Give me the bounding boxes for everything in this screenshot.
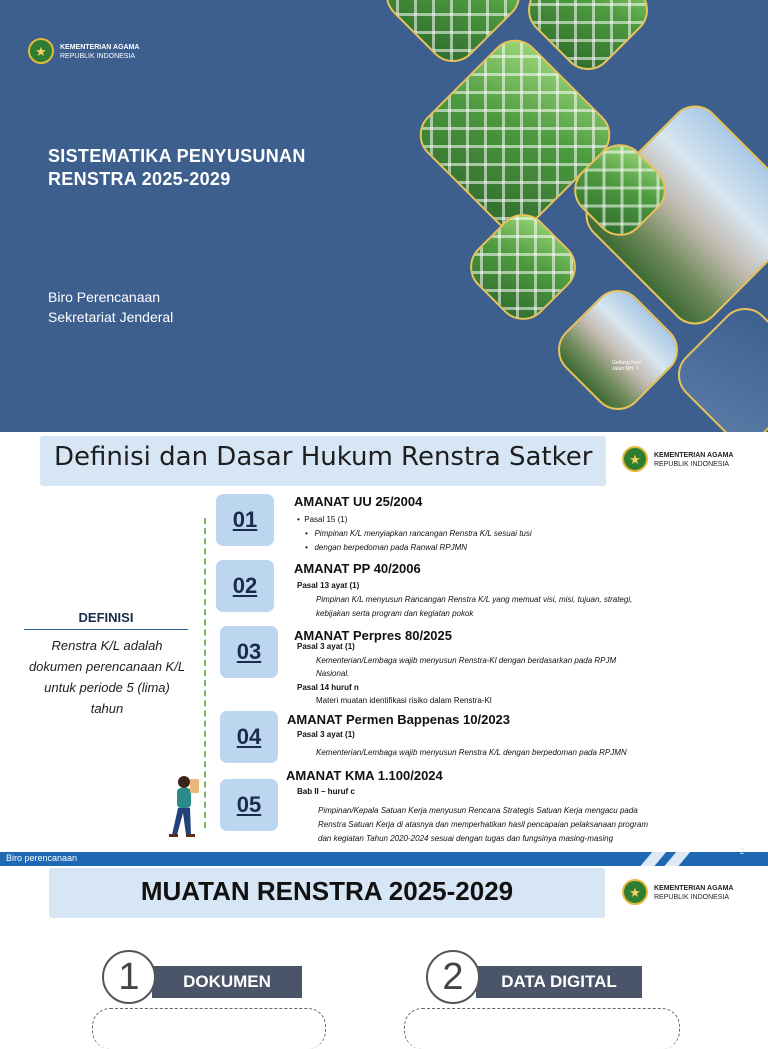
item-title-04: AMANAT Permen Bappenas 10/2023: [287, 712, 511, 727]
cover-title-line2: RENSTRA 2025-2029: [48, 169, 231, 189]
logo-line1: KEMENTERIAN AGAMA: [654, 885, 734, 892]
item-title-05: AMANAT KMA 1.100/2024: [286, 768, 443, 783]
item-02-line-2: Pimpinan K/L menyusun Rancangan Renstra K/L yang memuat visi, misi, tujuan, strategi,: [316, 595, 633, 604]
item-number-04: 04: [220, 711, 278, 763]
logo-line2: REPUBLIK INDONESIA: [654, 894, 730, 901]
item-title-03: AMANAT Perpres 80/2025: [294, 628, 452, 643]
person-holding-tablet-icon: [166, 773, 206, 839]
section-2-dashed-box: [404, 1008, 680, 1049]
item-number-02: 02: [216, 560, 274, 612]
kemenag-emblem-icon: ★: [622, 446, 648, 472]
kemenag-logo: [28, 38, 140, 64]
item-number-01: 01: [216, 494, 274, 546]
item-02-line-1: [297, 581, 359, 590]
definition-heading: DEFINISI: [78, 610, 134, 625]
logo-line1: KEMENTERIAN AGAMA: [60, 44, 140, 51]
cover-slide: [0, 0, 768, 432]
contents-slide: [0, 866, 768, 1024]
kemenag-emblem-icon: ★: [28, 38, 54, 64]
item-05-line-1: [297, 787, 355, 796]
legal-basis-slide: [0, 433, 768, 866]
item-05-line-3: Renstra Satuan Kerja di atasnya dan memperhatikan hasil pencapaian pelaksanaan program: [318, 820, 648, 829]
item-03-line-3: Nasional.: [316, 669, 350, 678]
logo-line2: REPUBLIK INDONESIA: [654, 461, 730, 468]
kemenag-logo: [622, 446, 734, 472]
slide-title-box: [49, 868, 605, 918]
item-01-line-3-text: dengan berpedoman pada Ranwal RPJMN: [314, 543, 468, 552]
section-label-2: DATA DIGITAL: [476, 966, 642, 998]
item-title-01: AMANAT UU 25/2004: [294, 494, 423, 509]
building-photo-tile: [459, 203, 586, 330]
item-02-line-3: kebijakan serta program dan kegiatan pokok: [316, 609, 474, 618]
cover-title-line1: SISTEMATIKA PENYUSUNAN: [48, 146, 306, 166]
item-number-03: 03: [220, 626, 278, 678]
cover-subtitle-line2: Sekretariat Jenderal: [48, 309, 174, 325]
section-label-1: DOKUMEN: [152, 966, 302, 998]
item-title-02: AMANAT PP 40/2006: [294, 561, 421, 576]
item-05-line-1-text: Bab II – huruf c: [297, 787, 355, 796]
cover-subtitle-line1: Biro Perencanaan: [48, 289, 161, 305]
cover-title: [48, 145, 306, 191]
slide-title: Definisi dan Dasar Hukum Renstra Satker: [54, 442, 593, 472]
section-number-2: 2: [426, 950, 480, 1004]
item-03-line-2: Kementerian/Lembaga wajib menyusun Renstra-Kl dengan berdasarkan pada RPJM: [316, 656, 617, 665]
item-03-line-4: [297, 683, 359, 692]
logo-line1: KEMENTERIAN AGAMA: [654, 452, 734, 459]
item-05-line-2: Pimpinan/Kepala Satuan Kerja menyusun Rencana Strategis Satuan Kerja mengacu pada: [318, 806, 638, 815]
item-01-line-1: • Pasal 15 (1): [297, 515, 348, 524]
item-02-line-1-text: Pasal 13 ayat (1): [297, 581, 360, 590]
section-number-1: 1: [102, 950, 156, 1004]
item-01-line-3: • dengan berpedoman pada Ranwal RPJMN: [305, 543, 468, 552]
item-04-line-1: [297, 730, 355, 739]
slide-title: MUATAN RENSTRA 2025-2029: [140, 876, 514, 906]
definition-divider: [24, 629, 188, 630]
kemenag-emblem-icon: ★: [622, 879, 648, 905]
footer-text: Biro perencanaan: [6, 853, 78, 863]
item-03-line-4-text: Pasal 14 huruf n: [297, 683, 359, 692]
item-number-05: 05: [220, 779, 278, 831]
cover-subtitle: [48, 287, 173, 327]
item-03-line-1: [297, 642, 355, 651]
photo-caption-line2: Jalan MH. T: [612, 366, 639, 372]
page-number: 2: [740, 847, 745, 856]
photo-caption: [612, 360, 641, 372]
kemenag-logo: [622, 879, 734, 905]
photo-caption-line1: Gedung Kem: [612, 360, 642, 366]
item-01-line-2-text: Pimpinan K/L menyiapkan rancangan Renstra K/L sesuai tusi: [314, 529, 532, 538]
definition-body: Renstra K/L adalah dokumen perencanaan K/L untuk periode 5 (lima) tahun: [28, 638, 186, 716]
item-04-line-2: Kementerian/Lembaga wajib menyusun Renstra K/L dengan berpedoman pada RPJMN: [316, 748, 627, 757]
item-01-line-2: • Pimpinan K/L menyiapkan rancangan Renstra K/L sesuai tusi: [305, 529, 532, 538]
item-03-line-1-text: Pasal 3 ayat (1): [297, 642, 355, 651]
item-01-line-1-text: Pasal 15 (1): [304, 515, 348, 524]
section-1-dashed-box: [92, 1008, 326, 1049]
item-04-line-1-text: Pasal 3 ayat (1): [297, 730, 355, 739]
item-03-line-5: Materi muatan identifikasi risiko dalam Renstra-Kl: [316, 696, 492, 705]
item-05-line-4: dan kegiatan Tahun 2020-2024 sesuai dengan tugas dan fungsinya masing-masing: [318, 834, 614, 843]
logo-line2: REPUBLIK INDONESIA: [60, 53, 136, 60]
